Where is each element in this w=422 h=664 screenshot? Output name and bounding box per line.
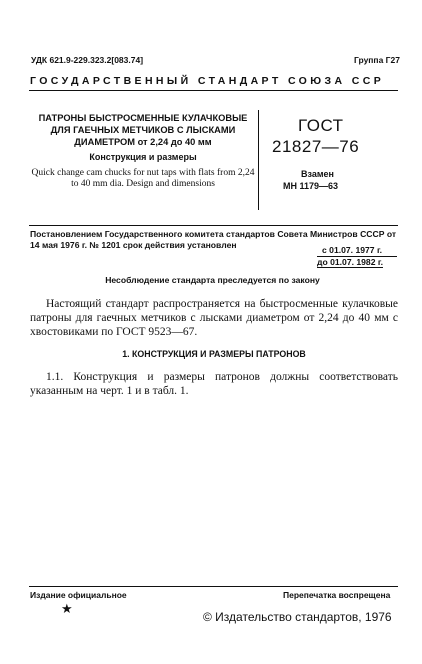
decree-rule: [29, 225, 398, 226]
star-icon: ★: [61, 601, 73, 616]
gost-number: 21827—76: [272, 137, 360, 156]
udk-code: УДК 621.9-229.323.2[083.74]: [31, 55, 144, 65]
instead-value: МН 1179—63: [283, 181, 339, 191]
english-title: Quick change cam chucks for nut taps with flats from 2,24 to 40 mm dia. Design and dimensions: [31, 168, 255, 189]
official-edition: Издание официальное: [30, 590, 127, 600]
document-title: ПАТРОНЫ БЫСТРОСМЕННЫЕ КУЛАЧКОВЫЕ ДЛЯ ГАЕЧНЫХ МЕТЧИКОВ С ЛЫСКАМИ ДИАМЕТРОМ от 2,24 до 40 мм: [38, 113, 248, 147]
violation-note: Несоблюдение стандарта преследуется по закону: [105, 275, 320, 285]
section-heading: 1. КОНСТРУКЦИЯ И РАЗМЕРЫ ПАТРОНОВ: [122, 349, 306, 359]
date-from: с 01.07. 1977 г.: [322, 245, 383, 255]
date-to: до 01.07. 1982 г.: [317, 257, 383, 267]
state-standard-heading: ГОСУДАРСТВЕННЫЙ СТАНДАРТ СОЮЗА ССР: [30, 75, 385, 87]
publisher-copyright: © Издательство стандартов, 1976: [203, 610, 392, 624]
intro-paragraph: Настоящий стандарт распространяется на быстросменные кулачковые патроны для гаечных метчиков с лысками диаметром от 2,24 до 40 мм с хвостовиками по ГОСТ 9523—67.: [30, 298, 398, 338]
gost-label: ГОСТ: [298, 116, 344, 135]
instead-label: Взамен: [301, 169, 334, 179]
header-rule: [29, 90, 398, 91]
decree-text: Постановлением Государственного комитета стандартов Совета Министров СССР от 14 мая 1976 г. № 1201 срок действия установлен: [30, 229, 397, 250]
title-divider: [258, 110, 259, 210]
reprint-notice: Перепечатка воспрещена: [283, 590, 391, 600]
group-code: Группа Г27: [354, 55, 400, 65]
document-subtitle: Конструкция и размеры: [89, 152, 197, 162]
footer-rule: [29, 586, 398, 587]
paragraph-1-1: 1.1. Конструкция и размеры патронов должны соответствовать указанным на черт. 1 и в табл. 1.: [30, 371, 398, 397]
